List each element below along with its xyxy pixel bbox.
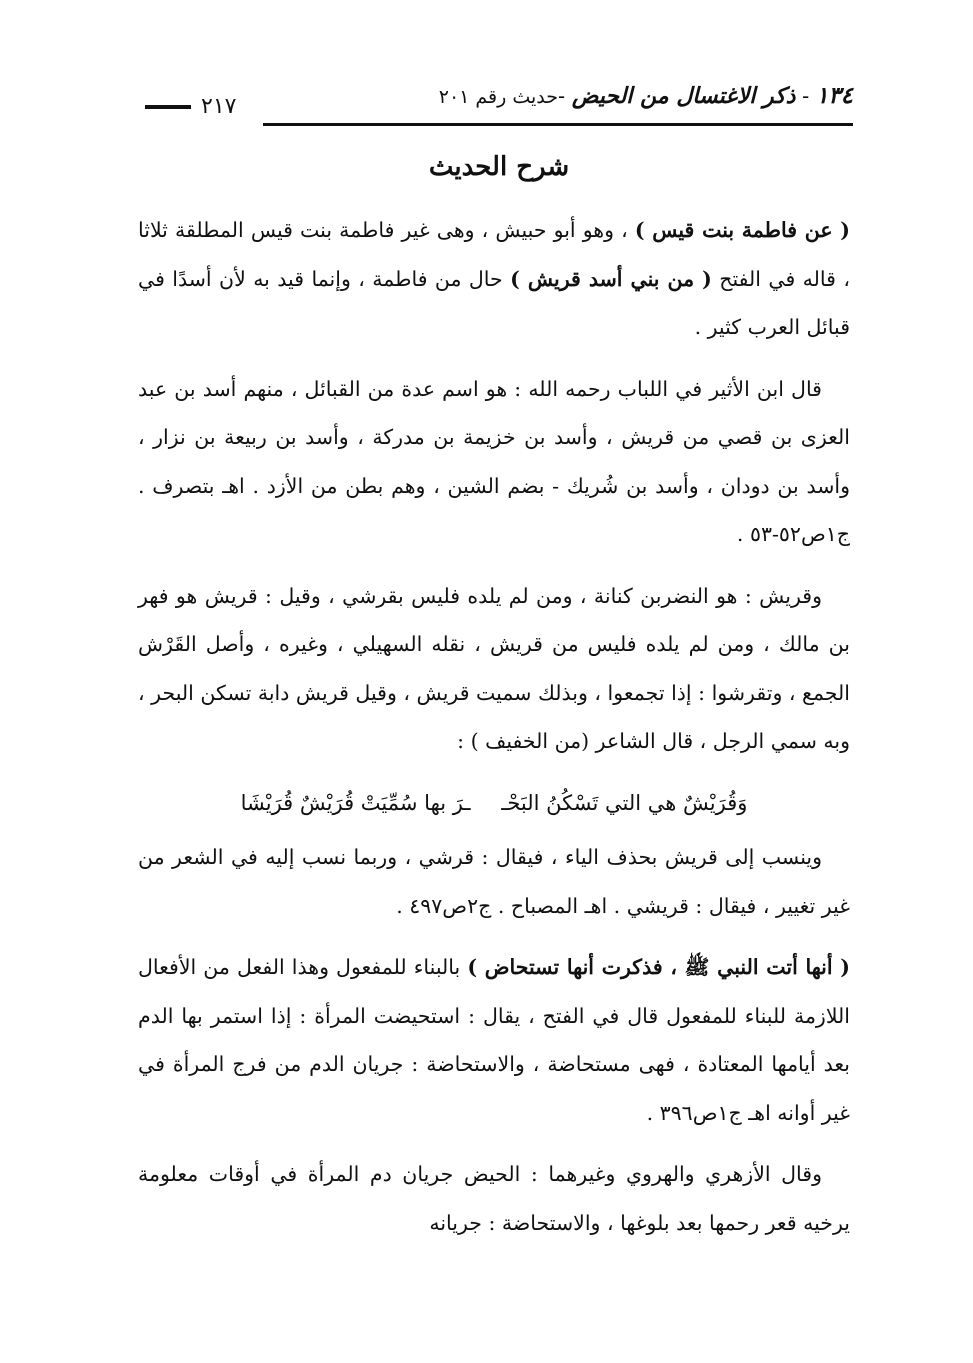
running-number: ١٣٤ [815,82,853,109]
verse-hemistich-2: ـرَ بها سُمِّيَتْ قُرَيْشٌ قُرَيْشَا [240,790,471,815]
page-number-block [145,94,246,119]
bold-quote: ( عن فاطمة بنت قيس ) [634,218,850,242]
header-rule [263,123,853,126]
paragraph-text: ، وهو أبو حبيش ، وهى غير فاطمة بنت قيس المطلقة ثلاثا ، قاله في الفتح [138,218,850,291]
paragraph-5 [138,943,850,1137]
bold-quote: ( أنها أتت النبي ﷺ ، فذكرت أنها تستحاض ) [467,955,850,979]
paragraph-2: قال ابن الأثير في اللباب رحمه الله : هو اسم عدة من القبائل ، منهم أسد بن عبد العزى بن قصي من قريش ، وأسد بن خزيمة بن مدركة ، وأسد بن ربيعة بن نزار ، وأسد بن دودان ، وأسد بن شُريك - بضم الشين ، وهم بطن من الأزد . اهـ بتصرف . ج١ص٥٢-٥٣ . [138,376,850,546]
paragraph-3: وقريش : هو النضربن كنانة ، ومن لم يلده فليس بقرشي ، وقيل : قريش هو فهر بن مالك ، ومن لم يلده فليس من قريش ، نقله السهيلي ، وغيره ، وأصل القَرْش الجمع ، وتقرشوا : إذا تجمعوا ، وبذلك سميت قريش ، وقيل قريش دابة تسكن البحر ، وبه سمي الرجل ، قال الشاعر (من الخفيف ) : [138,583,850,753]
header-dash [145,105,191,109]
verse-hemistich-1: وَقُرَيْشٌ هي التي تَسْكُنُ البَحْـ [501,790,748,815]
paragraph-text: بالبناء للمفعول وهذا الفعل من الأفعال اللازمة للبناء للمفعول قال في الفتح ، يقال : استحيضت المرأة : إذا استمر بها الدم بعد أيامها المعتادة ، فهى مستحاضة ، والاستحاضة : جريان الدم من فرج المرأة في غير أوانه اهـ ج١ص٣٩٦ . [138,955,850,1125]
section-title: شرح الحديث [428,152,570,182]
page-number: ٢١٧ [201,94,237,119]
chapter-title: ذكر الاغتسال من الحيض [571,83,796,109]
poetry-verse [138,779,850,828]
running-head: ١٣٤ - ذكر الاغتسال من الحيض -حديث رقم ٢٠١ [438,82,853,109]
paragraph-4: وينسب إلى قريش بحذف الياء ، فيقال : قرشي ، وربما نسب إليه في الشعر من غير تغيير ، فيقال : قريشي . اهـ المصباح . ج٢ص٤٩٧ . [138,845,850,918]
page-header [145,80,853,128]
paragraph-1 [138,206,850,352]
body-text [138,206,850,1260]
paragraph-6: وقال الأزهري والهروي وغيرهما : الحيض جريان دم المرأة في أوقات معلومة يرخيه قعر رحمها بعد بلوغها ، والاستحاضة : جريانه [138,1162,850,1235]
hadith-number: حديث رقم ٢٠١ [438,86,559,108]
bold-quote: ( من بني أسد قريش ) [510,266,712,291]
paragraph-text: حال من فاطمة ، وإنما قيد به لأن أسدًا في قبائل العرب كثير . [138,266,850,339]
